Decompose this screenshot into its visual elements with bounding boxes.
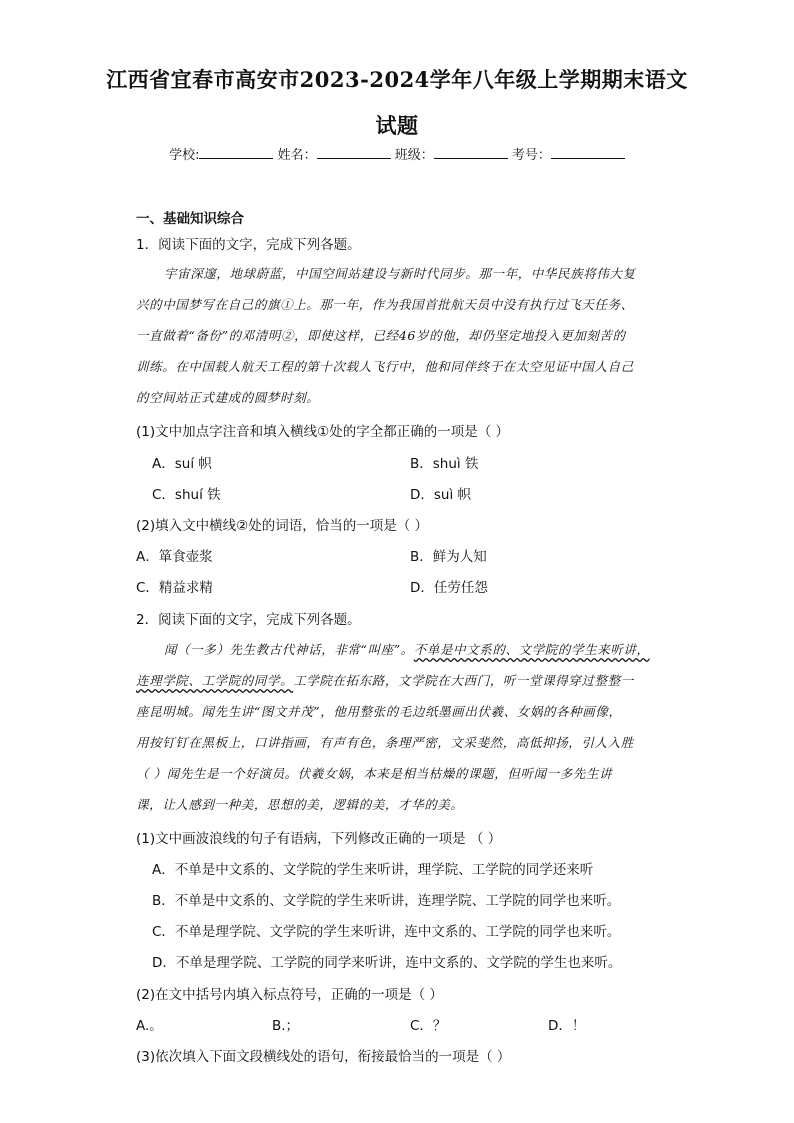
q2-passage-line	[136, 671, 634, 689]
q2-passage-text: 闻（一多）先生教古代神话，非常“叫座”。	[164, 642, 414, 657]
q2-passage-line: 用按钉钉在黑板上，口讲指画，有声有色，条理严密，文采斐然，高低抑扬，引人入胜	[136, 735, 634, 750]
q2-passage-line: 课，让人感到一种美，思想的美，逻辑的美，才华的美。	[136, 797, 464, 812]
q1-sub1-option-b[interactable]: B．shuì 铁	[410, 456, 479, 472]
q1-sub2-option-a[interactable]: A．箪食壶浆	[136, 549, 213, 565]
q1-sub1-stem: (1)文中加点字注音和填入横线①处的字全都正确的一项是（ ）	[136, 424, 510, 440]
q1-sub1-option-c[interactable]: C．shuí 铁	[152, 487, 221, 503]
q2-sub1-option-c[interactable]: C．不单是理学院、文学院的学生来听讲，连中文系的、工学院的同学也来听。	[152, 924, 621, 940]
q2-sub1-option-a[interactable]: A．不单是中文系的、文学院的学生来听讲，理学院、工学院的同学还来听	[152, 862, 594, 878]
q2-passage-line	[164, 640, 650, 658]
q2-passage-text: 工学院在拓东路，文学院在大西门，听一堂课得穿过整整一	[293, 673, 634, 688]
q1-sub2-stem: (2)填入文中横线②处的词语，恰当的一项是（ ）	[136, 518, 429, 534]
school-label: 学校:	[169, 148, 200, 163]
q1-sub2-option-b[interactable]: B．鲜为人知	[410, 549, 487, 565]
q1-passage-line: 兴的中国梦写在自己的旗①上。那一年，作为我国首批航天员中没有执行过飞天任务、	[136, 297, 634, 312]
class-label: 班级：	[394, 148, 434, 163]
q2-passage-line: （ ）闻先生是一个好演员。伏羲女娲，本来是相当枯燥的课题，但听闻一多先生讲	[136, 766, 613, 781]
q1-passage-line: 训练。在中国载人航天工程的第十次载人飞行中，他和同伴终于在太空见证中国人自己	[136, 359, 634, 374]
name-label: 姓名：	[277, 148, 317, 163]
q2-sub1-option-b[interactable]: B．不单是中文系的、文学院的学生来听讲，连理学院、工学院的同学也来听。	[152, 893, 621, 909]
q1-sub2-option-d[interactable]: D．任劳任怨	[410, 580, 488, 596]
q1-stem: 1．阅读下面的文字，完成下列各题。	[136, 237, 361, 253]
q1-sub1-option-a[interactable]: A．suí 帜	[152, 456, 212, 472]
q2-sub2-option-c[interactable]: C．？	[410, 1018, 447, 1034]
q2-sub3-stem: (3)依次填入下面文段横线处的语句，衔接最恰当的一项是（ ）	[136, 1049, 511, 1065]
q1-passage-line: 的空间站正式建成的圆梦时刻。	[136, 390, 320, 405]
class-blank[interactable]	[434, 146, 508, 159]
number-blank[interactable]	[551, 146, 625, 159]
q2-sub2-option-d[interactable]: D．！	[548, 1018, 586, 1034]
q2-wavy-sentence: 连理学院、工学院的同学。	[136, 673, 294, 688]
q2-wavy-sentence: 不单是中文系的、文学院的学生来听讲，	[413, 642, 650, 657]
q1-passage-line: 宇宙深邃，地球蔚蓝，中国空间站建设与新时代同步。那一年，中华民族将伟大复	[164, 266, 636, 281]
q1-sub1-option-d[interactable]: D．suì 帜	[410, 487, 472, 503]
q2-sub1-option-d[interactable]: D．不单是理学院、工学院的同学来听讲，连中文系的、文学院的学生也来听。	[152, 955, 622, 971]
student-info-row	[0, 144, 794, 163]
q1-passage-line: 一直做着“备份”的邓清明②，即使这样，已经46岁的他，却仍坚定地投入更加刻苦的	[136, 328, 626, 343]
section-heading: 一、基础知识综合	[136, 211, 244, 227]
q1-sub2-option-c[interactable]: C．精益求精	[136, 580, 213, 596]
school-blank[interactable]	[199, 146, 273, 159]
q2-sub2-option-b[interactable]: B.；	[272, 1018, 300, 1034]
exam-title-line1: 江西省宜春市高安市2023-2024学年八年级上学期期末语文	[106, 67, 688, 92]
q2-sub1-stem: (1)文中画波浪线的句子有语病，下列修改正确的一项是 （ ）	[136, 831, 502, 847]
q2-sub2-option-a[interactable]: A.。	[136, 1018, 163, 1034]
q2-stem: 2．阅读下面的文字，完成下列各题。	[136, 612, 361, 628]
name-blank[interactable]	[317, 146, 391, 159]
q2-sub2-stem: (2)在文中括号内填入标点符号，正确的一项是（ ）	[136, 987, 443, 1003]
number-label: 考号：	[511, 148, 551, 163]
exam-title-line2: 试题	[375, 113, 419, 138]
q2-passage-line: 座昆明城。闻先生讲“图文并茂”，他用整张的毛边纸墨画出伏羲、女娲的各种画像，	[136, 704, 622, 719]
